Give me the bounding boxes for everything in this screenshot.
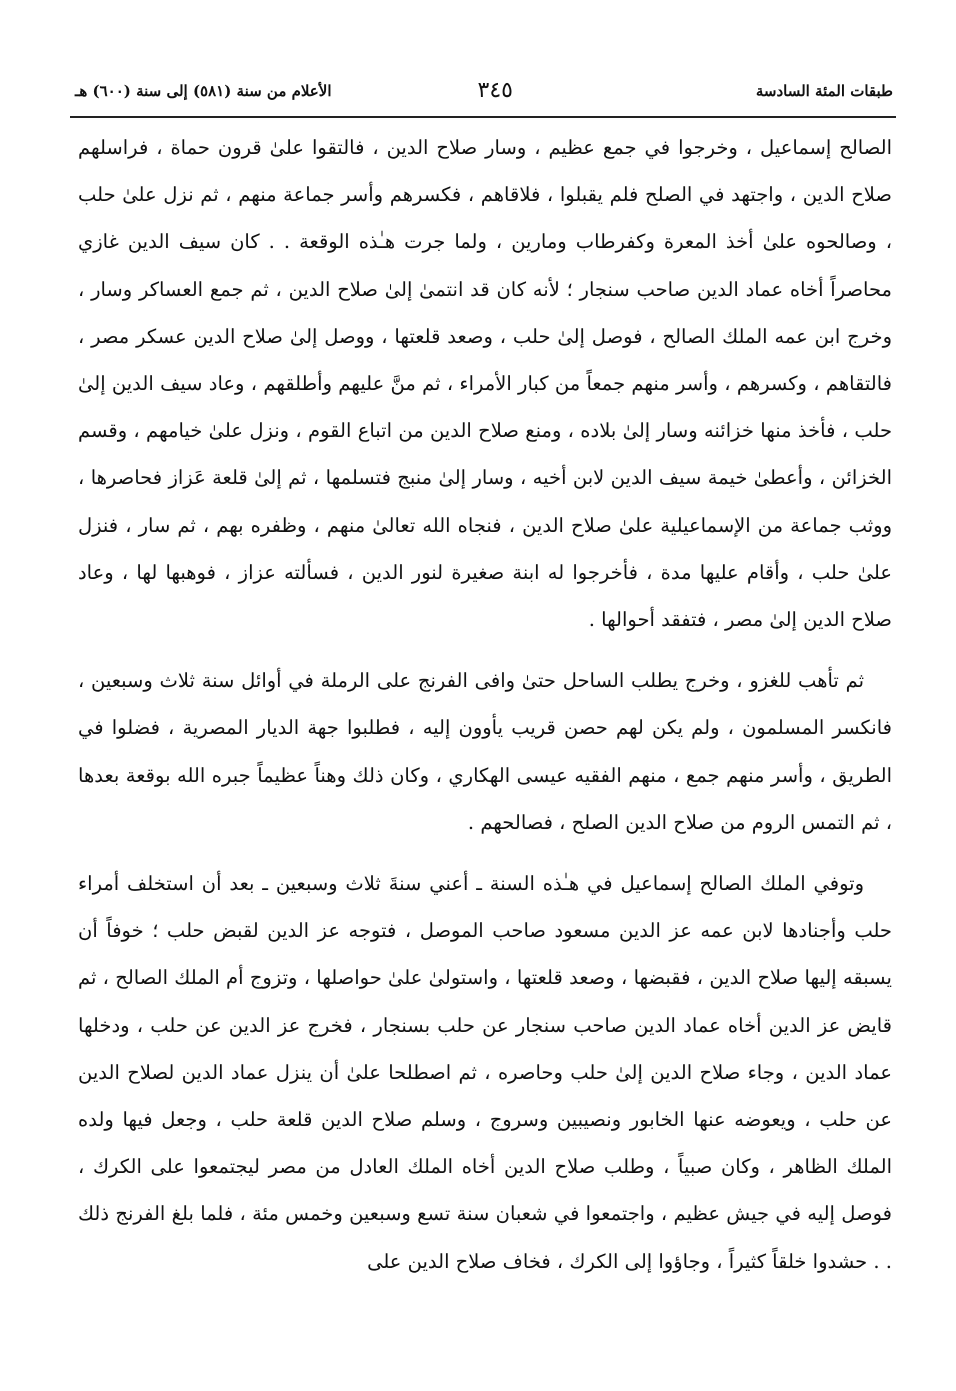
header-book-section: طبقات المئة السادسة: [755, 82, 893, 100]
header-rule: [70, 116, 896, 118]
paragraph-1: الصالح إسماعيل ، وخرجوا في جمع عظيم ، وسار صلاح الدين ، فالتقوا علىٰ قرون حماة ، فراسلهم صلاح الدين ، واجتهد في الصلح فلم يقبلوا ، فلاقاهم ، فكسرهم وأسر جماعة منهم ، ثم نزل علىٰ حلب ، وصالحوه علىٰ أخذ المعرة وكفرطاب ومارين ، ولما جرت هـٰذه الوقعة . . كان سيف الدين غازي محاصراً أخاه عماد الدين صاحب سنجار ؛ لأنه كان قد انتمىٰ إلىٰ صلاح الدين ، ثم جمع العساكر وسار ، وخرج ابن عمه الملك الصالح ، فوصل إلىٰ حلب ، وصعد قلعتها ، ووصل إلىٰ صلاح الدين عسكر مصر ، فالتقاهم ، وكسرهم ، وأسر منهم جمعاً من كبار الأمراء ، ثم منَّ عليهم وأطلقهم ، وعاد سيف الدين إلىٰ حلب ، فأخذ منها خزائنه وسار إلىٰ بلاده ، ومنع صلاح الدين من اتباع القوم ، ونزل علىٰ خيامهم ، وقسم الخزائن ، وأعطىٰ خيمة سيف الدين لابن أخيه ، وسار إلىٰ منبج فتسلمها ، ثم إلىٰ قلعة عَزاز فحاصرها ، ووثب جماعة من الإسماعيلية علىٰ صلاح الدين ، فنجاه الله تعالىٰ منهم ، وظفره بهم ، ثم سار ، فنزل علىٰ حلب ، وأقام عليها مدة ، فأخرجوا له ابنة صغيرة لنور الدين ، فسألته عزاز ، فوهبها لها ، وعاد صلاح الدين إلىٰ مصر ، فتفقد أحوالها .: [78, 136, 892, 632]
main-text: [78, 124, 892, 1285]
running-header: [75, 78, 893, 114]
paragraph-2: ثم تأهب للغزو ، وخرج يطلب الساحل حتىٰ وافى الفرنج على الرملة في أوائل سنة ثلاث وسبعين ، فانكسر المسلمون ، ولم يكن لهم حصن قريب يأوون إليه ، فطلبوا جهة الديار المصرية ، فضلوا في الطريق ، وأسر منهم جمع ، منهم الفقيه عيسى الهكاري ، وكان ذلك وهناً عظيماً جبره الله بوقعة بعدها ، ثم التمس الروم من صلاح الدين الصلح ، فصالحهم .: [78, 669, 892, 834]
header-chapter-range: الأعلام من سنة (٥٨١) إلى سنة (٦٠٠) هـ: [75, 82, 332, 100]
paragraph-3: وتوفي الملك الصالح إسماعيل في هـٰذه السنة ـ أعني سنةَ ثلاث وسبعين ـ بعد أن استخلف أمراء حلب وأجنادها لابن عمه عز الدين مسعود صاحب الموصل ، فتوجه عز الدين لقبض حلب ؛ خوفاً أن يسبقه إليها صلاح الدين ، فقبضها ، وصعد قلعتها ، واستولىٰ علىٰ حواصلها ، وتزوج أم الملك الصالح ، ثم قايض عز الدين أخاه عماد الدين صاحب سنجار عن حلب بسنجار ، فخرج عز الدين عن حلب ، ودخلها عماد الدين ، وجاء صلاح الدين إلىٰ حلب وحاصره ، ثم اصطلحا علىٰ أن ينزل عماد الدين لصلاح الدين عن حلب ، ويعوضه عنها الخابور ونصيبين وسروج ، وسلم صلاح الدين قلعة حلب ، وجعل فيها ولده الملك الظاهر ، وكان صبياً ، وطلب صلاح الدين أخاه الملك العادل من مصر ليجتمعوا على الكرك ، فوصل إليه في جيش عظيم ، واجتمعوا في شعبان سنة تسع وسبعين وخمس مئة ، فلما بلغ الفرنج ذلك . . حشدوا خلقاً كثيراً ، وجاؤوا إلى الكرك ، فخاف صلاح الدين على: [78, 872, 892, 1273]
page-number: ٣٤٥: [477, 78, 513, 103]
